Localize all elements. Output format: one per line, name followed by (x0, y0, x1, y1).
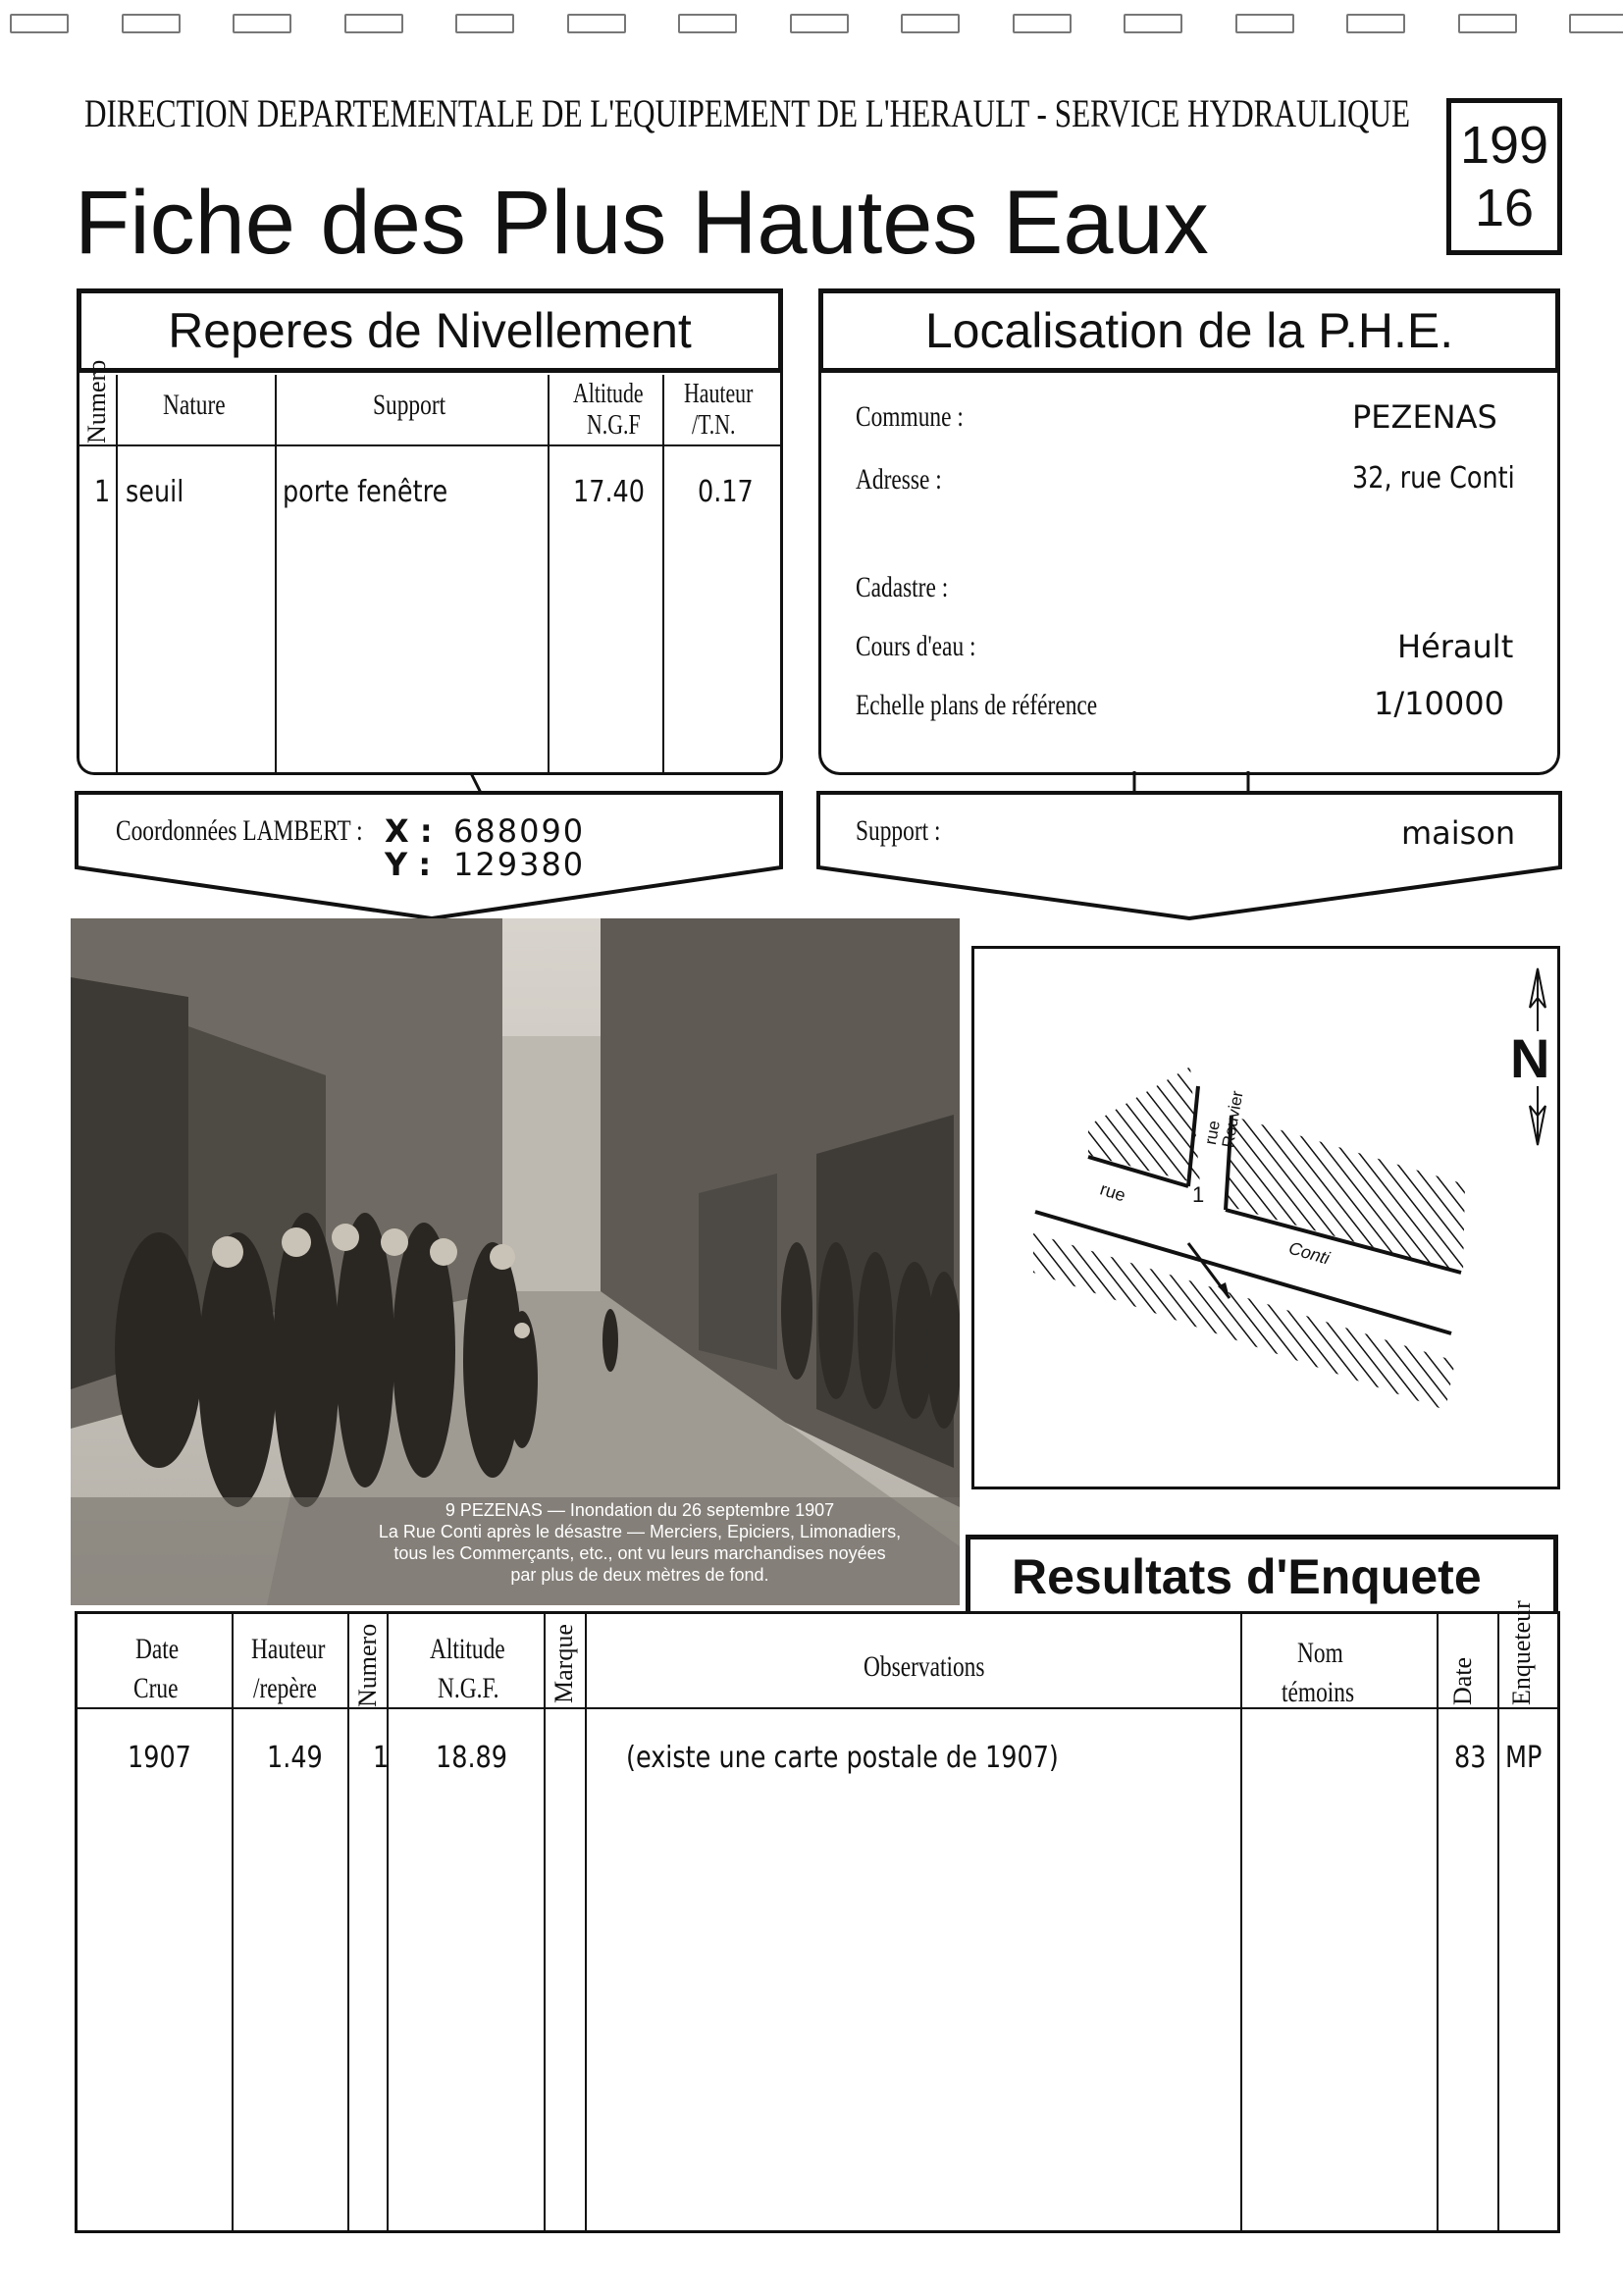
col-header-numero: Numero (82, 359, 111, 444)
col-header-altitude-ngf: N.G.F (587, 410, 641, 441)
resultat-altitude: 18.89 (436, 1741, 508, 1775)
adresse-value: 32, rue Conti (1352, 461, 1515, 496)
resultats-title: Resultats d'Enquete (966, 1535, 1558, 1613)
north-label: N (1510, 1027, 1550, 1089)
resultat-enqueteur: MP (1505, 1741, 1543, 1775)
cadastre-label: Cadastre : (856, 571, 949, 603)
resultat-date-enquete: 83 (1454, 1741, 1487, 1775)
flood-photograph (71, 918, 960, 1605)
col-header-date-enquete: Date (1448, 1656, 1477, 1705)
adresse-label: Adresse : (856, 463, 942, 496)
page-title: Fiche des Plus Hautes Eaux (75, 173, 1209, 273)
x-label: X : (385, 812, 433, 850)
col-header-enqueteur: Enqueteur (1507, 1600, 1536, 1705)
col-divider (662, 375, 664, 773)
col-header-hauteur: Hauteur (684, 379, 754, 409)
binder-hole (678, 14, 737, 33)
col-divider (548, 375, 550, 773)
col-header-hauteur: Hauteur (251, 1633, 326, 1665)
binder-holes (0, 14, 1623, 37)
col-header-observations: Observations (864, 1650, 985, 1683)
reperes-header-divider (77, 444, 783, 446)
col-header-ngf: N.G.F. (438, 1672, 499, 1704)
binder-hole (455, 14, 514, 33)
resultat-numero: 1 (373, 1741, 390, 1775)
binder-hole (122, 14, 181, 33)
binder-hole (10, 14, 69, 33)
col-header-crue: Crue (133, 1672, 179, 1704)
commune-value: PEZENAS (1352, 398, 1497, 436)
col-divider (1437, 1613, 1439, 2231)
col-header-repere: /repère (253, 1672, 317, 1704)
repere-support: porte fenêtre (283, 475, 448, 509)
repere-hauteur: 0.17 (698, 475, 754, 509)
reference-top: 199 (1459, 116, 1549, 175)
commune-label: Commune : (856, 400, 964, 433)
y-label: Y : (385, 846, 432, 883)
street-rouvier-label: rue Rouvier (1201, 1089, 1247, 1150)
binder-hole (1346, 14, 1405, 33)
binder-hole (790, 14, 849, 33)
col-divider (275, 375, 277, 773)
binder-hole (1235, 14, 1294, 33)
col-divider (1240, 1613, 1242, 2231)
col-divider (387, 1613, 389, 2231)
col-divider (116, 375, 118, 773)
resultat-date: 1907 (128, 1741, 191, 1775)
col-header-nom: Nom (1297, 1637, 1343, 1669)
col-header-numero: Numero (353, 1623, 382, 1707)
binder-hole (233, 14, 291, 33)
col-divider (1497, 1613, 1499, 2231)
support-label: Support : (856, 814, 941, 847)
col-divider (347, 1613, 349, 2231)
map-marker-number: 1 (1192, 1182, 1205, 1207)
repere-altitude: 17.40 (573, 475, 646, 509)
x-value: 688090 (453, 812, 586, 850)
street-rue-label: rue (1097, 1178, 1128, 1206)
col-divider (232, 1613, 234, 2231)
reference-bottom: 16 (1474, 179, 1535, 237)
col-header-date: Date (135, 1633, 180, 1665)
binder-hole (1013, 14, 1072, 33)
street-conti-label: Conti (1286, 1237, 1333, 1269)
photo-caption: 9 PEZENAS — Inondation du 26 septembre 1907 La Rue Conti après le désastre — Merciers, Epiciers, Limonadiers, tous les Commerçants, etc., ont vu leurs marchandises noyées par plus de deux mètres de fond. (378, 1500, 902, 1585)
col-header-altitude: Altitude (430, 1633, 505, 1665)
cours-eau-label: Cours d'eau : (856, 630, 976, 662)
binder-hole (344, 14, 403, 33)
col-divider (585, 1613, 587, 2231)
y-value: 129380 (453, 846, 586, 883)
binder-hole (1124, 14, 1182, 33)
reperes-title: Reperes de Nivellement (77, 288, 783, 373)
col-header-temoins: témoins (1282, 1676, 1355, 1708)
echelle-label: Echelle plans de référence (856, 689, 1098, 721)
repere-numero: 1 (94, 475, 111, 509)
col-header-nature: Nature (163, 389, 226, 421)
agency-header: DIRECTION DEPARTEMENTALE DE L'EQUIPEMENT DE L'HERAULT - SERVICE HYDRAULIQUE (84, 91, 1411, 135)
coordinates-label: Coordonnées LAMBERT : (116, 814, 363, 847)
col-header-support: Support (373, 389, 446, 421)
binder-hole (1569, 14, 1623, 33)
binder-hole (567, 14, 626, 33)
cours-eau-value: Hérault (1397, 628, 1514, 665)
location-map (971, 946, 1560, 1489)
col-header-hauteur-tn: /T.N. (692, 410, 736, 441)
binder-hole (901, 14, 960, 33)
street-map (974, 949, 1557, 1487)
resultat-hauteur: 1.49 (267, 1741, 323, 1775)
echelle-value: 1/10000 (1374, 685, 1504, 722)
col-header-marque: Marque (550, 1624, 578, 1703)
col-divider (544, 1613, 546, 2231)
col-header-altitude: Altitude (573, 379, 644, 409)
binder-hole (1458, 14, 1517, 33)
resultat-observations: (existe une carte postale de 1907) (626, 1741, 1059, 1775)
localisation-title: Localisation de la P.H.E. (818, 288, 1560, 373)
support-value: maison (1401, 814, 1516, 852)
reference-number-box (1446, 98, 1562, 255)
repere-nature: seuil (126, 475, 184, 509)
reperes-table (77, 373, 783, 775)
